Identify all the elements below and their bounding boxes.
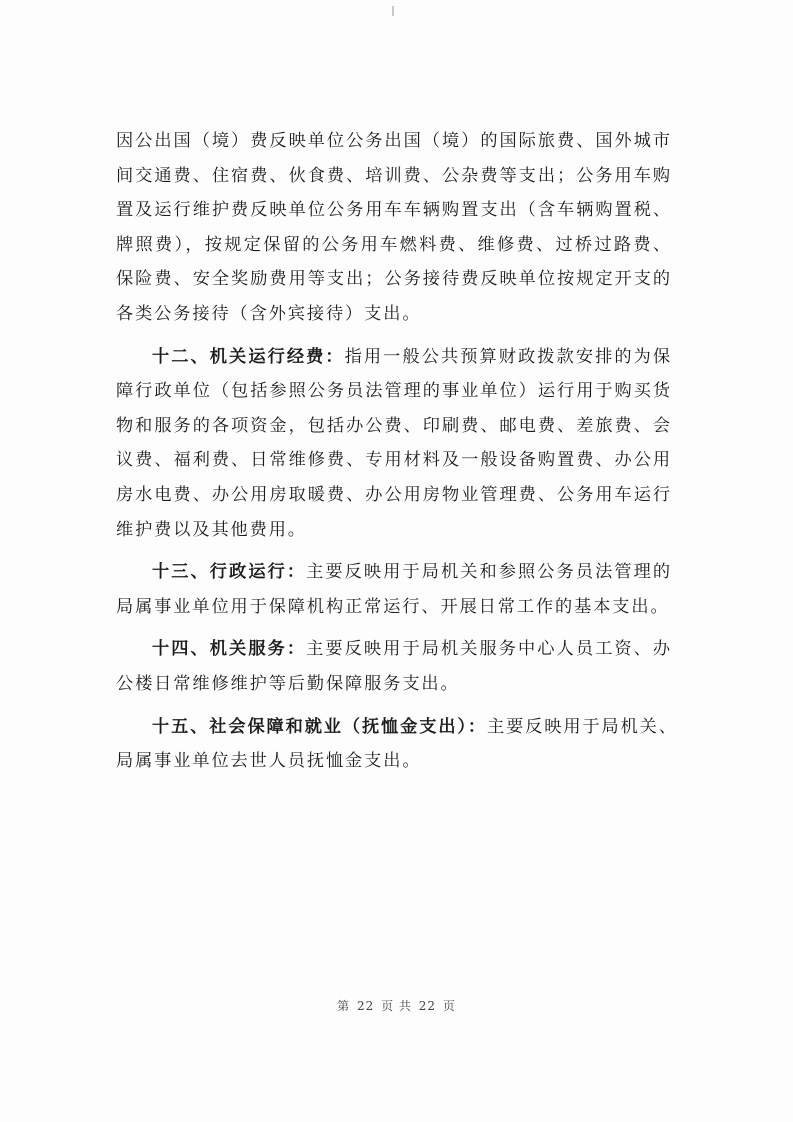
section-text: 主要反映用于局机关服务中心人员工资、办 — [306, 639, 672, 660]
section-first-line — [116, 555, 672, 590]
text-line: 保险费、安全奖励费用等支出；公务接待费反映单位按规定开支的 — [116, 269, 672, 290]
footer-suffix: 页 — [442, 999, 456, 1013]
text-line: 间交通费、住宿费、伙食费、培训费、公杂费等支出；公务用车购 — [116, 165, 672, 186]
section-13 — [116, 555, 672, 624]
section-heading: 十二、机关运行经费： — [152, 346, 345, 367]
text-line: 置及运行维护费反映单位公务用车车辆购置支出（含车辆购置税、 — [116, 200, 672, 221]
section-first-line — [116, 710, 678, 745]
text-line: 维护费以及其他费用。 — [116, 519, 307, 540]
scan-mark — [392, 6, 394, 16]
section-heading: 十三、行政运行： — [152, 562, 307, 583]
text-line: 障行政单位（包括参照公务员法管理的事业单位）运行用于购买货 — [116, 381, 672, 402]
section-14 — [116, 632, 672, 701]
section-heading: 十四、机关服务： — [152, 639, 307, 660]
text-line: 公楼日常维修维护等后勤保障服务支出。 — [116, 673, 460, 694]
total-page-number: 22 — [418, 999, 437, 1013]
text-line: 局属事业单位用于保障机构正常运行、开展日常工作的基本支出。 — [116, 596, 670, 617]
section-15 — [116, 710, 678, 779]
footer-mid: 页 共 — [381, 999, 412, 1013]
section-12 — [116, 340, 672, 548]
current-page-number: 22 — [356, 999, 375, 1013]
section-first-line — [116, 632, 672, 667]
text-line: 局属事业单位去世人员抚恤金支出。 — [116, 751, 422, 772]
section-text: 指用一般公共预算财政拨款安排的为保 — [344, 346, 672, 367]
page-number-footer — [0, 997, 793, 1014]
section-text: 主要反映用于局机关、 — [486, 716, 678, 737]
text-line: 房水电费、办公用房取暖费、办公用房物业管理费、公务用车运行 — [116, 484, 672, 505]
text-line: 议费、福利费、日常维修费、专用材料及一般设备购置费、办公用 — [116, 450, 672, 471]
section-text: 主要反映用于局机关和参照公务员法管理的 — [306, 562, 672, 583]
section-first-line — [116, 340, 672, 375]
text-line: 因公出国（境）费反映单位公务出国（境）的国际旅费、国外城市 — [116, 131, 672, 151]
paragraph-public-expenses — [116, 124, 672, 332]
footer-prefix: 第 — [337, 999, 351, 1013]
body-text — [116, 124, 678, 779]
text-line: 各类公务接待（含外宾接待）支出。 — [116, 303, 422, 324]
section-heading: 十五、社会保障和就业（抚恤金支出）： — [152, 716, 487, 737]
text-line: 牌照费），按规定保留的公务用车燃料费、维修费、过桥过路费、 — [116, 234, 672, 255]
text-line: 物和服务的各项资金，包括办公费、印刷费、邮电费、差旅费、会 — [116, 415, 672, 436]
